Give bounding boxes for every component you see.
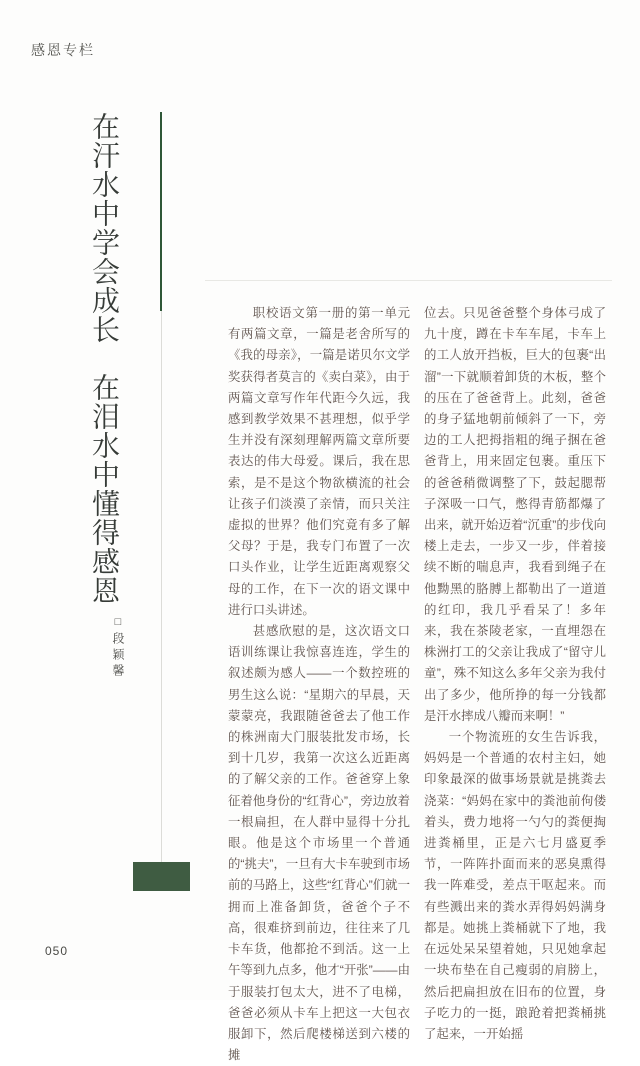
author-byline	[110, 616, 127, 680]
page-number: 050	[45, 944, 69, 958]
author-name: 段颖馨	[111, 632, 125, 680]
section-label: 感恩专栏	[31, 42, 95, 58]
body-paragraph: 职校语文第一册的第一单元有两篇文章，一篇是老舍所写的《我的母亲》，一篇是诺贝尔文学奖获得者莫言的《卖白菜》，由于两篇文章写作年代距今久远，我感到教学效果不甚理想，似乎学生并没有深刻理解两篇文章所要表达的伟大母爱。课后，我在思索，是不是这个物欲横流的社会让孩子们淡漠了亲情，而只关注虚拟的世界？他们究竟有多了解父母？于是，我专门布置了一次口头作业，让学生近距离观察父母的工作，在下一次的语文课中进行口头讲述。	[228, 306, 410, 617]
accent-rule-vertical	[160, 112, 162, 311]
article-title: 在汗水中学会成长 在泪水中懂得感恩	[89, 112, 120, 605]
body-column-right	[424, 303, 606, 1041]
author-marker: □	[112, 616, 124, 632]
accent-block	[133, 862, 190, 891]
header-hairline	[205, 280, 612, 281]
body-paragraph: 一个物流班的女生告诉我，妈妈是一个普通的农村主妇，她印象最深的做事场景就是挑粪去浇菜：“妈妈在家中的粪池前佝偻着头，费力地将一勺勺的粪便掏进粪桶里，正是六七月盛夏季节，一阵阵扑面而来的恶臭熏得我一阵难受，差点干呕起来。而有些溅出来的粪水弄得妈妈满身都是。她挑上粪桶就下了地，我在远处呆呆望着她，只见她拿起一块布垫在自己瘦弱的肩膀上，然后把扁担放在旧布的位置，身子吃力的一挺，踉跄着把粪桶挑了起来，一开始摇	[424, 730, 606, 1041]
body-column-left	[228, 303, 410, 1063]
body-paragraph: 位去。只见爸爸整个身体弓成了九十度，蹲在卡车车尾，卡车上的工人放开挡板，巨大的包裹“出溜”一下就顺着卸货的木板，整个的压在了爸爸背上。此刻，爸爸的身子猛地朝前倾斜了一下，旁边的工人把拇指粗的绳子捆在爸爸背上，用来固定包裹。重压下的爸爸稍微调整了下，鼓起腮帮子深吸一口气，憋得青筋都爆了出来，就开始迈着“沉重”的步伐向楼上走去，一步又一步，伴着接续不断的喘息声，我看到绳子在他黝黑的胳膊上都勒出了一道道的红印，我几乎看呆了！多年来，我在茶陵老家，一直埋怨在株洲打工的父亲让我成了“留守儿童”，殊不知这么多年父亲为我付出了多少，他所挣的每一分钱都是汗水摔成八瓣而来啊！”	[424, 306, 606, 723]
body-paragraph: 甚感欣慰的是，这次语文口语训练课让我惊喜连连，学生的叙述颇为感人——一个数控班的男生这么说：“星期六的早晨，天蒙蒙亮，我跟随爸爸去了他工作的株洲南大门服装批发市场，长到十几岁，我第一次这么近距离的了解父亲的工作。爸爸穿上象征着他身份的“红背心”，旁边放着一根扁担，在人群中显得十分扎眼。他是这个市场里一个普通的“挑夫”，一旦有大卡车驶到市场前的马路上，这些“红背心”们就一拥而上准备卸货，爸爸个子不高，很难挤到前边，往往来了几卡车货，他都抢不到活。这一上午等到九点多，他才“开张”——由于服装打包太大，进不了电梯，爸爸必须从卡车上把这一大包衣服卸下，然后爬楼梯送到六楼的摊	[228, 624, 410, 1063]
divider-rule-vertical	[161, 311, 162, 862]
